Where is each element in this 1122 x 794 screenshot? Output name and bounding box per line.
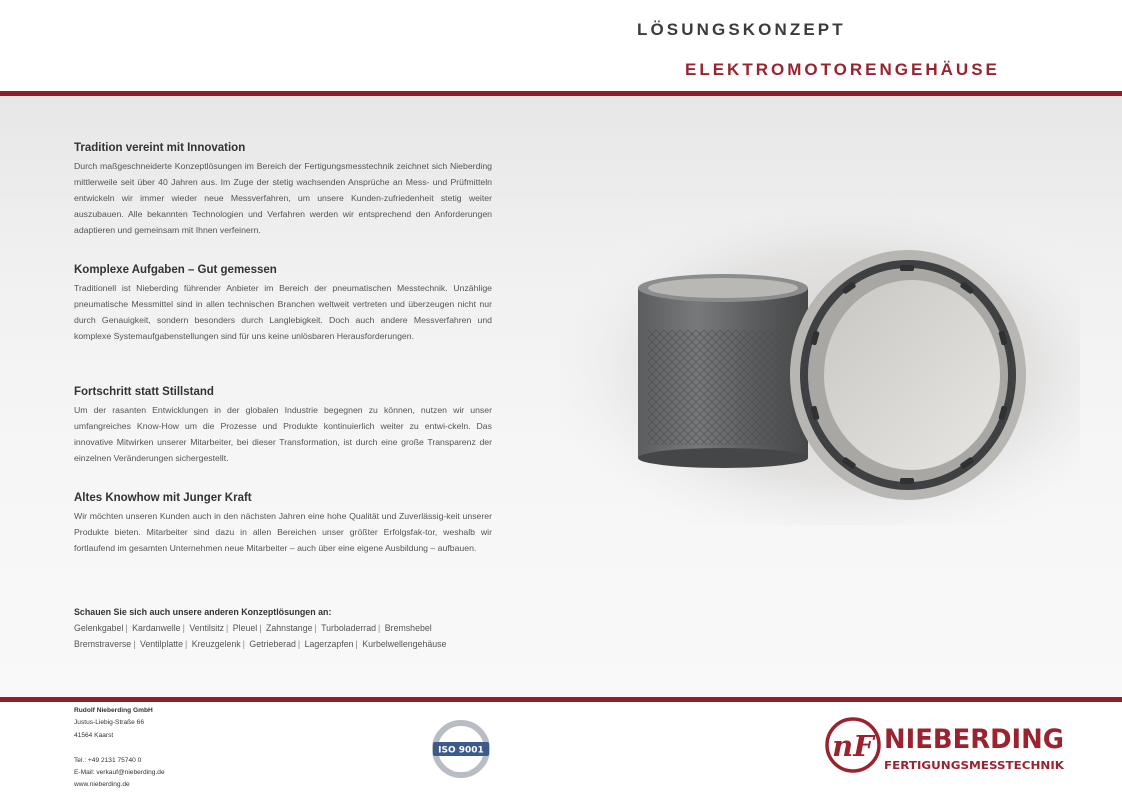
header — [0, 0, 1122, 92]
company-address — [74, 705, 165, 792]
solution-link[interactable]: Turboladerrad — [321, 623, 377, 633]
section-tradition — [74, 142, 492, 238]
solution-link[interactable]: Kardanwelle — [132, 623, 181, 633]
section-fortschritt — [74, 386, 492, 466]
website-link[interactable]: www.nieberding.de — [74, 781, 130, 789]
logo-subtitle: FERTIGUNGSMESSTECHNIK — [884, 760, 1065, 772]
bottom-divider — [0, 697, 1122, 702]
solution-link[interactable]: Gelenkgabel — [74, 623, 124, 633]
iso-ring-top: ICG — [455, 726, 467, 733]
solution-link[interactable]: Kurbelwellengehäuse — [362, 639, 447, 649]
city: 41564 Kaarst — [74, 731, 114, 739]
section-body: Durch maßgeschneiderte Konzeptlösungen im Bereich der Fertigungsmesstechnik zeichnet sich Nieberding mittlerweile seit über 40 Jahren aus. Im Zuge der stetig wachsenden Ansprüche an Mess- und Prüfmitteln entwickeln wir immer wieder neue Messverfahren, um unsere Kunden-zufriedenheit stetig weiter auszubauen. Alle bekannten Technologien und Verfahren werden wir entsprechend den Anforderungen adaptieren und gemeinsam mit Ihnen verfeinern. — [74, 161, 492, 235]
motor-housing-photo — [560, 210, 1080, 525]
more-solutions — [74, 607, 492, 652]
more-solutions-line-2: Bremstraverse | Ventilplatte | Kreuzgelenk | Getrieberad | Lagerzapfen | Kurbelwellengehäuse — [74, 639, 447, 649]
section-title: Fortschritt statt Stillstand — [74, 386, 214, 398]
iso-9001-badge — [427, 720, 495, 778]
solution-link[interactable]: Bremshebel — [384, 623, 432, 633]
section-title: Altes Knowhow mit Junger Kraft — [74, 492, 252, 504]
solution-link[interactable]: Lagerzapfen — [304, 639, 354, 649]
back-housing — [638, 274, 808, 468]
email-link[interactable]: E-Mail: verkauf@nieberding.de — [74, 769, 165, 777]
section-altes-knowhow — [74, 492, 492, 556]
more-solutions-line-1: Gelenkgabel | Kardanwelle | Ventilsitz | Pleuel | Zahnstange | Turboladerrad | Bremshebel — [74, 623, 432, 633]
logo-name: NIEBERDING — [884, 724, 1064, 755]
iso-badge-label: ISO 9001 — [438, 745, 484, 756]
section-title: Komplexe Aufgaben – Gut gemessen — [74, 264, 277, 276]
solution-link[interactable]: Ventilplatte — [139, 639, 183, 649]
section-body: Wir möchten unseren Kunden auch in den nächsten Jahren eine hohe Qualität und Zuverlässig-keit unserer Produkte bieten. Mitarbeiter sind dazu in allen Bereichen unser größter Erfolgsfak-tor, weshalb wir fortlaufend im gesamten Unternehmen neue Mitarbeiter – auch über eine eigene Ausbildung – aufbauen. — [74, 511, 492, 553]
solution-link[interactable]: Getrieberad — [249, 639, 296, 649]
section-body: Traditionell ist Nieberding führender Anbieter im Bereich der pneumatischen Messtechnik. Unzählige pneumatische Messmittel sind in allen technischen Branchen weltweit vertreten und überzeugen nicht nur durch Genauigkeit, sondern besonders durch Langlebigkeit. Doch auch andere Messverfahren und komplexe Systemaufgabenstellungen sind für uns keine unlösbaren Herausforderungen. — [74, 283, 492, 341]
header-kicker: LÖSUNGSKONZEPT — [637, 20, 846, 39]
section-title: Tradition vereint mit Innovation — [74, 142, 246, 154]
company-name: Rudolf Nieberding GmbH — [74, 707, 153, 714]
solution-link[interactable]: Pleuel — [232, 623, 258, 633]
logo-mark: nF — [832, 729, 874, 763]
street: Justus-Liebig-Straße 66 — [74, 719, 145, 727]
front-housing — [790, 250, 1026, 500]
solution-link[interactable]: Ventilsitz — [189, 623, 225, 633]
nieberding-logo[interactable] — [824, 716, 1069, 774]
solution-link[interactable]: Kreuzgelenk — [191, 639, 241, 649]
section-komplexe-aufgaben — [74, 264, 492, 344]
page-title: ELEKTROMOTORENGEHÄUSE — [685, 60, 1000, 79]
more-solutions-title: Schauen Sie sich auch unsere anderen Konzeptlösungen an: — [74, 607, 332, 617]
section-body: Um der rasanten Entwicklungen in der globalen Industrie begegnen zu können, nutzen wir unser umfangreiches Know-How um die Prozesse und Produkte kontinuierlich weiter zu entwi-ckeln. Das innovative Mitwirken unserer Mitarbeiter, bei dieser Transformation, ist durch eine große Transparenz der einzelnen Veränderungen sichergestellt. — [74, 405, 492, 463]
solution-link[interactable]: Zahnstange — [266, 623, 313, 633]
iso-ring-bottom: zertifiziert — [452, 769, 470, 773]
solution-link[interactable]: Bremstraverse — [74, 639, 132, 649]
phone: Tel.: +49 2131 75740 0 — [74, 756, 142, 764]
